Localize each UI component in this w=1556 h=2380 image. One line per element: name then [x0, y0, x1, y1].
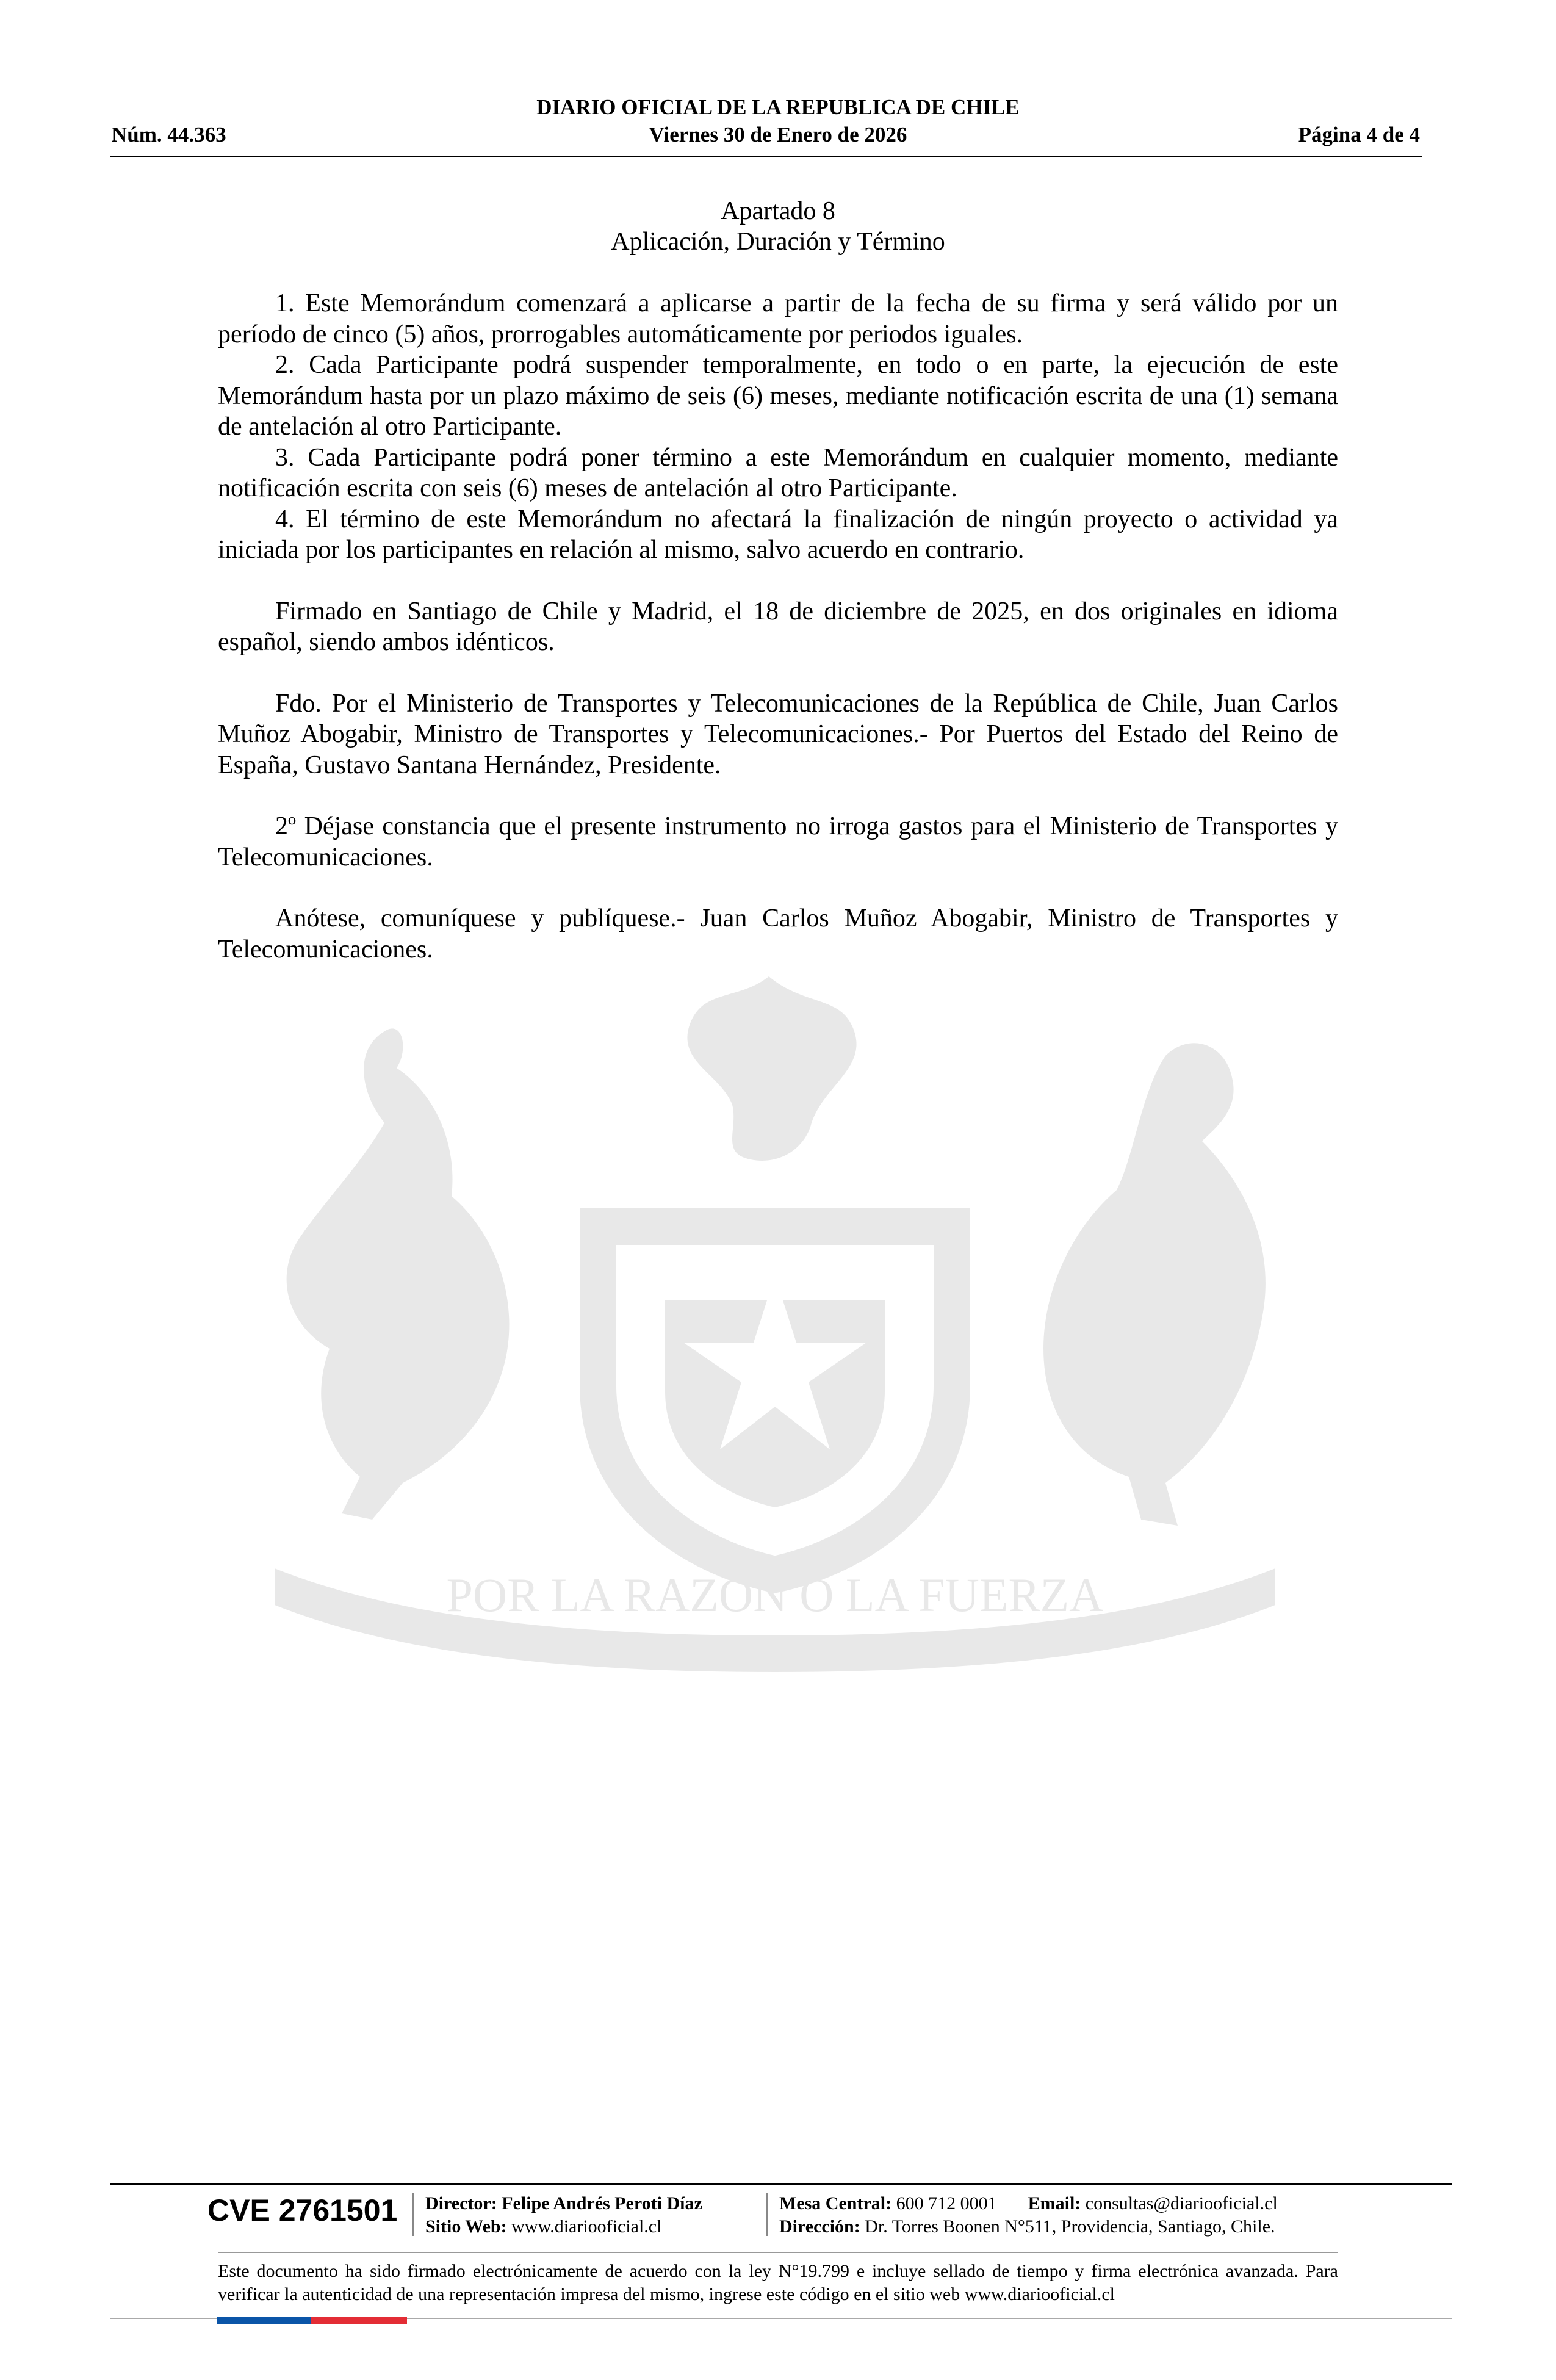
document-body	[218, 288, 1338, 965]
paragraph-clause-4: 4. El término de este Memorándum no afectará la finalización de ningún proyecto o actividad ya iniciada por los participantes en relación al mismo, salvo acuerdo en contrario.	[218, 505, 1338, 564]
footer-separator	[766, 2193, 768, 2236]
director-label: Director:	[425, 2193, 497, 2213]
page-indicator: Página 4 de 4	[1298, 123, 1420, 146]
paragraph-no-expenses: 2º Déjase constancia que el presente instrumento no irroga gastos para el Ministerio de Transportes y Telecomunicaciones.	[218, 812, 1338, 871]
section-title: Aplicación, Duración y Término	[611, 228, 945, 256]
paragraph-clause-1: 1. Este Memorándum comenzará a aplicarse a partir de la fecha de su firma y será válido por un período de cinco (5) años, prorrogables automáticamente por periodos iguales.	[218, 289, 1338, 348]
contact-line	[779, 2192, 1278, 2215]
cve-code: CVE 2761501	[207, 2193, 398, 2227]
issue-date: Viernes 30 de Enero de 2026	[649, 123, 907, 146]
email-label: Email:	[1028, 2193, 1081, 2213]
phone-label: Mesa Central:	[779, 2193, 892, 2213]
paragraph-clause-2: 2. Cada Participante podrá suspender temporalmente, en todo o en parte, la ejecución de este Memorándum hasta por un plazo máximo de seis (6) meses, mediante notificación escrita de una (1) semana de antelación al otro Participante.	[218, 351, 1338, 441]
footer-divider-mid	[218, 2252, 1338, 2253]
email-link[interactable]: consultas@diariooficial.cl	[1085, 2193, 1278, 2213]
section-number: Apartado 8	[721, 197, 835, 225]
publication-title: DIARIO OFICIAL DE LA REPUBLICA DE CHILE	[536, 95, 1020, 119]
paragraph-closing: Anótese, comuníquese y publíquese.- Juan Carlos Muñoz Abogabir, Ministro de Transportes y Telecomunicaciones.	[218, 904, 1338, 964]
legal-notice: Este documento ha sido firmado electrónicamente de acuerdo con la ley N°19.799 e incluye sellado de tiempo y firma electrónica avanzada. Para verificar la autenticidad de una representación impresa del mismo, ingrese este código en el sitio web www.diariooficial.cl	[218, 2261, 1338, 2304]
footer-divider-top	[110, 2183, 1452, 2185]
paragraph-signing-place: Firmado en Santiago de Chile y Madrid, el 18 de diciembre de 2025, en dos originales en idioma español, siendo ambos idénticos.	[218, 597, 1338, 656]
director-line	[425, 2192, 702, 2215]
paragraph-clause-3: 3. Cada Participante podrá poner término a este Memorándum en cualquier momento, mediante notificación escrita con seis (6) meses de antelación al otro Participante.	[218, 443, 1338, 502]
coat-of-arms-watermark	[201, 909, 1336, 1678]
address-line	[779, 2215, 1275, 2238]
director-name: Felipe Andrés Peroti Díaz	[502, 2193, 702, 2213]
website-line	[425, 2215, 661, 2238]
svg-text:POR LA RAZON O LA FUERZA: POR LA RAZON O LA FUERZA	[446, 1568, 1104, 1621]
website-link[interactable]: www.diariooficial.cl	[511, 2216, 662, 2237]
address-label: Dirección:	[779, 2216, 860, 2237]
address-text: Dr. Torres Boonen N°511, Providencia, Santiago, Chile.	[865, 2216, 1275, 2237]
footer-separator	[412, 2193, 414, 2236]
phone-number: 600 712 0001	[896, 2193, 997, 2213]
paragraph-signatories: Fdo. Por el Ministerio de Transportes y Telecomunicaciones de la República de Chile, Juan Carlos Muñoz Abogabir, Ministro de Transportes y Telecomunicaciones.- Por Puertos del Estado del Reino de España, Gustavo Santana Hernández, Presidente.	[218, 689, 1338, 779]
header-divider	[110, 156, 1422, 157]
flag-stripe-red	[311, 2317, 407, 2324]
website-label: Sitio Web:	[425, 2216, 507, 2237]
issue-number: Núm. 44.363	[112, 123, 226, 146]
flag-stripe-blue	[217, 2317, 311, 2324]
